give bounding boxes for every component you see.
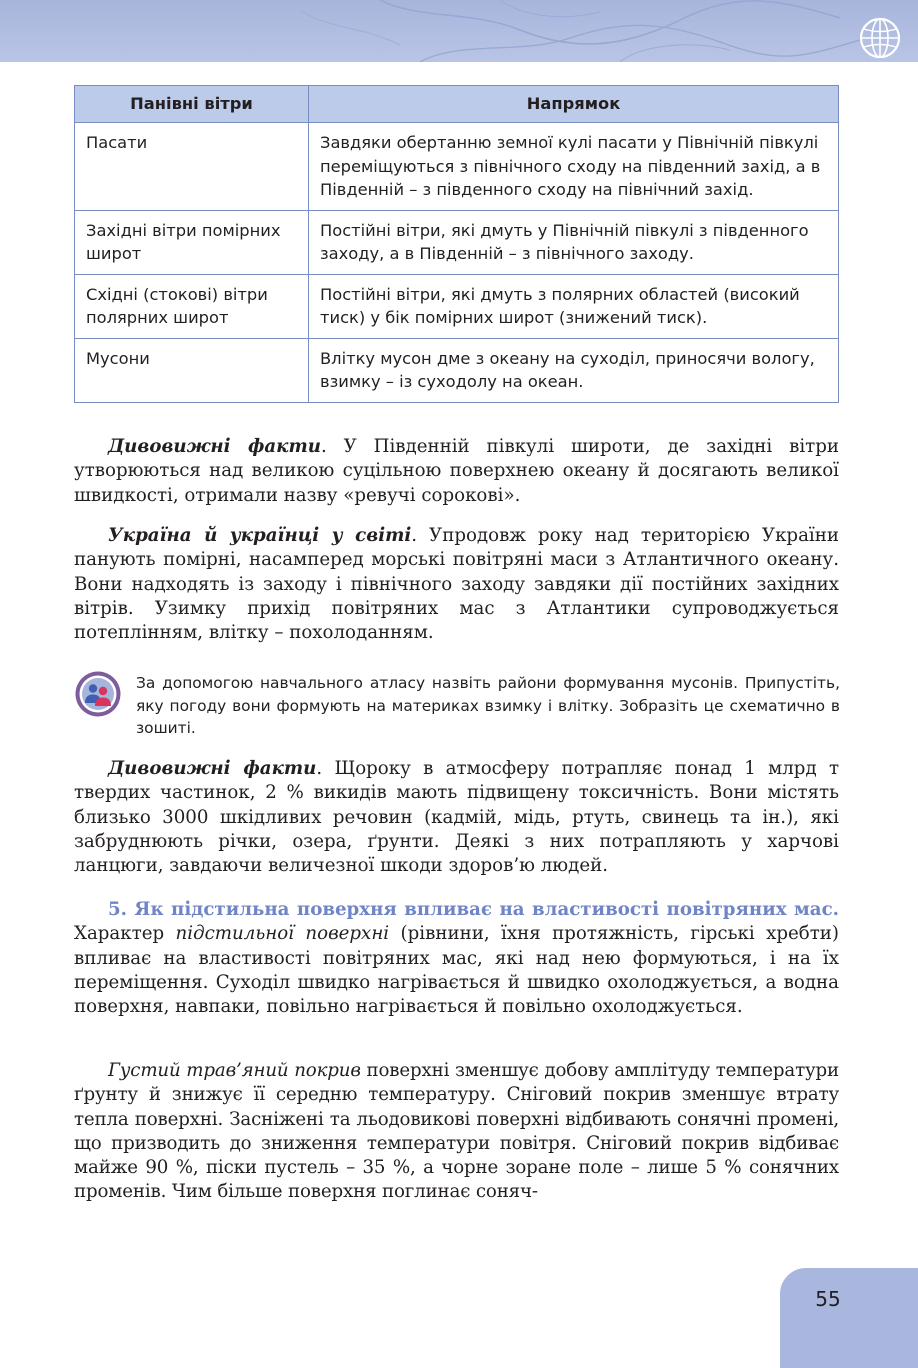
wind-direction-cell: Постійні вітри, які дмуть у Північній півкулі з південного заходу, а в Південній – з північного заходу.	[309, 210, 839, 274]
map-pattern	[0, 0, 918, 62]
fact-paragraph-winds	[74, 435, 839, 508]
section-heading: 5. Як підстильна поверхня впливає на властивості повітряних мас.	[108, 899, 839, 920]
wind-direction-cell: Завдяки обертанню земної кулі пасати у Північній півкулі переміщуються з північного сходу на південний захід, а в Південній – з південного сходу на північний захід.	[309, 123, 839, 211]
group-work-icon	[74, 670, 122, 718]
wind-name-cell: Східні (стокові) вітри полярних широт	[75, 274, 309, 338]
page-number-tab	[780, 1268, 918, 1368]
term-grass-cover: Густий трав’яний покрив	[108, 1060, 361, 1081]
section-5-paragraph	[74, 898, 839, 1019]
page-number: 55	[815, 1287, 841, 1311]
winds-table	[74, 85, 839, 403]
header-band	[0, 0, 918, 62]
column-header-direction: Напрямок	[309, 86, 839, 123]
wind-name-cell: Західні вітри помірних широт	[75, 210, 309, 274]
task-text: За допомогою навчального атласу назвіть райони формування мусонів. Припустіть, яку погоду вони формують на материках взимку і влітку. Зобразіть це схематично в зошиті.	[136, 674, 840, 737]
term-underlying-surface: підстильної поверхні	[175, 923, 390, 945]
table-row	[75, 210, 839, 274]
globe-icon	[858, 16, 902, 60]
fact-label: Дивовижні факти	[108, 436, 321, 457]
grass-text: поверхні зменшує добову амплітуду температури ґрунту й знижує її середню температуру. Сніговий покрив зменшує втрату тепла поверхні. Засніжені та льодовикові поверхні відбивають сонячні промені, що призводить до зниження температури повітря. Сніговий покрив відбиває майже 90 %, піски пустель – 35 %, а чорне зоране поле – лише 5 % сонячних променів. Чим більше поверхня поглинає соняч-	[74, 1060, 839, 1203]
fact-text: . У Південній півкулі широти, де західні вітри утворюються над великою суцільною поверхнею океану й досягають великої швидкості, отримали назву «ревучі сорокові».	[74, 436, 839, 506]
ukraine-label: Україна й українці у світі	[108, 525, 412, 546]
fact-text: . Щороку в атмосферу потрапляє понад 1 млрд т твердих частинок, 2 % викидів мають підвищену токсичність. Вони містять близько 3000 шкідливих речовин (кадмій, мідь, ртуть, свинець та ін.), які забруднюють річки, озера, ґрунти. Деякі з них потрапляють у харчові ланцюги, завдаючи величезної шкоди здоров’ю людей.	[74, 758, 840, 877]
section-text: (рівнини, їхня протяжність, гірські хребти) впливає на властивості повітряних мас, які над нею формуються, і на їх переміщення. Суходіл швидко нагрівається й швидко охолоджується, а водна поверхня, навпаки, повільно нагрівається й повільно охолоджується.	[74, 923, 839, 1018]
ukraine-text: . Упродовж року над територією України панують помірні, насамперед морські повітряні маси з Атлантичного океану. Вони надходять із заходу і північного заходу завдяки дії постійних західних вітрів. Узимку прихід повітряних мас з Атлантики супроводжується потеплінням, влітку – похолоданням.	[74, 525, 839, 644]
wind-direction-cell: Постійні вітри, які дмуть з полярних областей (високий тиск) у бік помірних широт (знижений тиск).	[309, 274, 839, 338]
fact-label: Дивовижні факти	[108, 758, 317, 779]
table-row	[75, 274, 839, 338]
column-header-winds: Панівні вітри	[75, 86, 309, 123]
table-header-row	[75, 86, 839, 123]
section-text: Характер	[74, 923, 176, 945]
wind-direction-cell: Влітку мусон дме з океану на суходіл, приносячи вологу, взимку – із суходолу на океан.	[309, 338, 839, 402]
ukraine-paragraph	[74, 524, 839, 645]
table-row	[75, 338, 839, 402]
wind-name-cell: Пасати	[75, 123, 309, 211]
grass-cover-paragraph	[74, 1059, 839, 1205]
table-row	[75, 123, 839, 211]
fact-paragraph-pollution	[74, 757, 839, 878]
wind-name-cell: Мусони	[75, 338, 309, 402]
